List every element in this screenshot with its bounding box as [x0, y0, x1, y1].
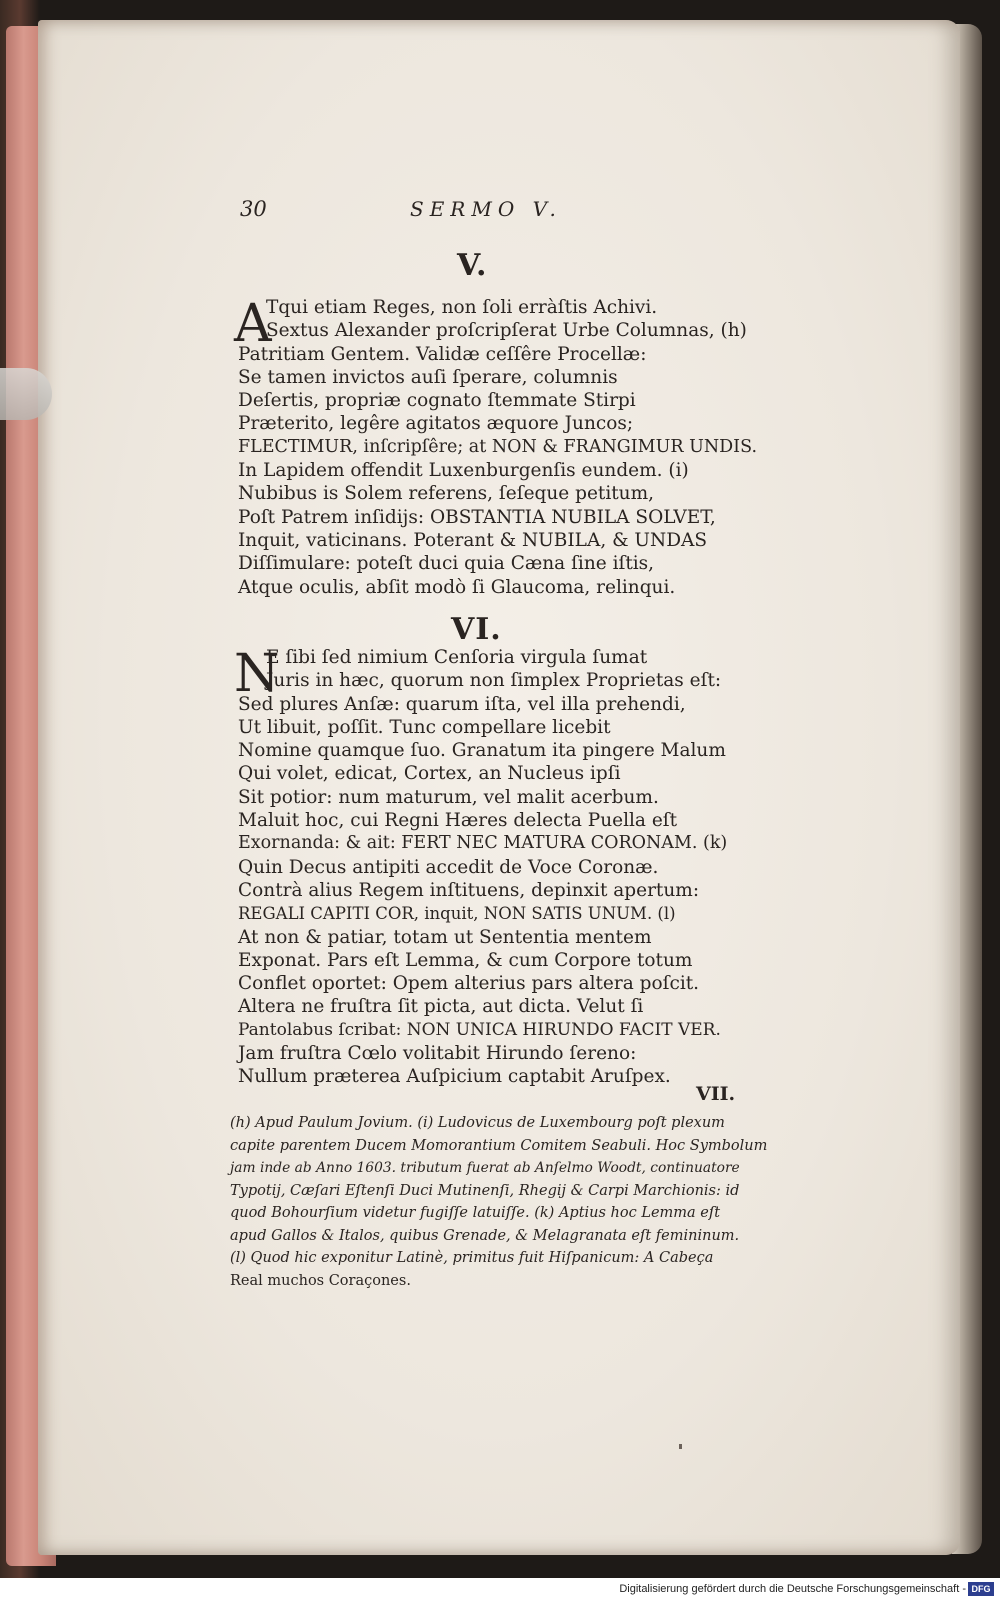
- verse-line: Quin Decus antipiti accedit de Voce Coronæ.: [238, 856, 659, 878]
- verse-line: REGALI CAPITI COR, inquit, NON SATIS UNUM. (l): [238, 904, 676, 924]
- verse-line: Inquit, vaticinans. Poterant & NUBILA, & UNDAS: [238, 529, 708, 551]
- verse-line: Contrà alius Regem inſtituens, depinxit apertum:: [238, 879, 700, 901]
- verse-line: FLECTIMUR, inſcripſêre; at NON & FRANGIMUR UNDIS.: [238, 436, 758, 457]
- page-clip: [0, 368, 52, 420]
- verse-line: Jam fruſtra Cœlo volitabit Hirundo ſereno:: [238, 1043, 637, 1065]
- verse-line: E ſibi ſed nimium Cenſoria virgula ſumat: [266, 647, 648, 668]
- verse-line: Juris in hæc, quorum non ſimplex Proprietas eſt:: [266, 670, 722, 692]
- verse-line: Sed plures Anſæ: quarum iſta, vel illa prehendi,: [238, 693, 686, 715]
- footnote-line: quod Bohourſium videtur fugiſſe latuiſſe. (k) Aptius hoc Lemma eſt: [230, 1205, 721, 1221]
- verse-line: Qui volet, edicat, Cortex, an Nucleus ipſi: [238, 763, 621, 785]
- footnotes: [230, 1112, 768, 1292]
- verse-line: Atque oculis, abſit modò ſi Glaucoma, relinqui.: [238, 576, 676, 598]
- ink-speck: [679, 1444, 682, 1449]
- verse-line: At non & patiar, totam ut Sententia mentem: [238, 926, 652, 948]
- dfg-logo: DFG: [968, 1582, 994, 1596]
- footnote-line: (l) Quod hic exponitur Latinè, primitus fuit Hiſpanicum: A Cabeça: [230, 1250, 714, 1266]
- verse-line: Sextus Alexander proſcripſerat Urbe Columnas, (h): [266, 320, 747, 342]
- catchword: VII.: [696, 1083, 736, 1105]
- running-title: SERMO V.: [410, 197, 562, 221]
- footnote-line: apud Gallos & Italos, quibus Grenade, & Melagranata eſt femininum.: [230, 1227, 740, 1244]
- page-header: [240, 197, 740, 229]
- verse-line: Præterito, legêre agitatos æquore Juncos;: [238, 413, 634, 435]
- verse-line: Poſt Patrem inſidijs: OBSTANTIA NUBILA SOLVET,: [238, 506, 716, 528]
- footer-credit: Digitalisierung gefördert durch die Deutsche Forschungsgemeinschaft -: [619, 1583, 966, 1595]
- verse-line: Se tamen invictos auſi ſperare, columnis: [238, 366, 618, 388]
- verse-block-vi: [234, 644, 758, 1089]
- drop-cap: N: [234, 644, 280, 704]
- verse-line: Patritiam Gentem. Validæ ceſſêre Procellæ:: [238, 343, 647, 365]
- drop-cap: A: [234, 294, 272, 354]
- verse-line: Exponat. Pars eſt Lemma, & cum Corpore totum: [238, 949, 693, 971]
- footnote-line: jam inde ab Anno 1603. tributum fuerat ab Anſelmo Woodt, continuatore: [230, 1160, 740, 1176]
- verse-line: Sit potior: num maturum, vel malit acerbum.: [238, 786, 659, 808]
- page-number: 30: [240, 197, 267, 221]
- verse-block-v: [234, 294, 758, 599]
- verse-line: Ut libuit, poſſit. Tunc compellare licebit: [238, 716, 611, 738]
- footnote-line: Real muchos Coraçones.: [230, 1272, 411, 1289]
- verse-line: Conflet oportet: Opem alterius pars altera poſcit.: [238, 973, 700, 995]
- footnote-line: capite parentem Ducem Momorantium Comitem Seabuli. Hoc Symbolum: [230, 1137, 768, 1154]
- verse-line: Diſſimulare: poteſt duci quia Cæna ſine iſtis,: [238, 553, 655, 575]
- verse-line: Exornanda: & ait: FERT NEC MATURA CORONAM. (k): [238, 833, 728, 854]
- verse-line: Nullum præterea Auſpicium captabit Aruſpex.: [238, 1066, 671, 1088]
- verse-line: Nubibus is Solem referens, ſeſeque petitum,: [238, 483, 655, 505]
- verse-line: In Lapidem offendit Luxenburgenſis eundem. (i): [238, 460, 689, 482]
- footnote-line: Typotij, Cæſari Eſtenſi Duci Mutinenſi, Rhegij & Carpi Marchionis: id: [230, 1182, 740, 1199]
- section-heading-vi: VI.: [451, 612, 502, 647]
- verse-line: Tqui etiam Reges, non ſoli erràſtis Achivi.: [266, 297, 658, 318]
- verse-line: Nomine quamque ſuo. Granatum ita pingere Malum: [238, 740, 726, 762]
- footnote-line: (h) Apud Paulum Jovium. (i) Ludovicus de Luxembourg poſt plexum: [230, 1115, 725, 1131]
- verse-line: Pantolabus ſcribat: NON UNICA HIRUNDO FACIT VER.: [238, 1019, 721, 1040]
- section-heading-v: V.: [457, 248, 488, 283]
- verse-line: Altera ne fruſtra ſit picta, aut dicta. Velut ſi: [238, 996, 644, 1018]
- verse-line: Maluit hoc, cui Regni Hæres delecta Puella eſt: [238, 810, 678, 832]
- verse-line: Deſertis, propriæ cognato ſtemmate Stirpi: [238, 390, 636, 412]
